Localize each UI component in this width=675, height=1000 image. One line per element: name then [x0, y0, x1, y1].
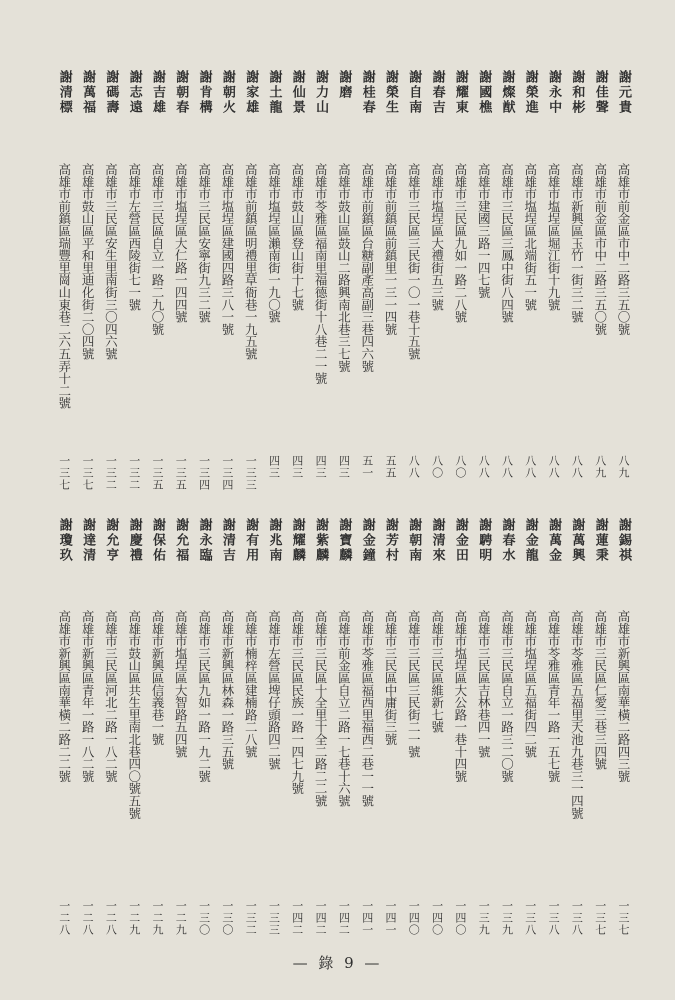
entry-address: 高雄市前鎮區瑞豐里崗山東巷二六五弄十二號 [56, 163, 72, 410]
entry-address: 高雄市楠梓區建楠路二八號 [243, 610, 259, 758]
entry-name: 謝永中 [546, 70, 562, 115]
entry-address: 高雄市三民區三鳳中街八四號 [499, 163, 515, 323]
entry-page-ref: 一四〇 [430, 900, 444, 936]
entry-name: 謝春水 [499, 518, 515, 563]
entry-name: 謝瓊玖 [56, 518, 72, 563]
entry-name: 謝金鐘 [359, 518, 375, 563]
entry-name: 謝榮進 [522, 70, 538, 115]
entry-address: 高雄市三民區河北二路一八二號 [103, 610, 119, 783]
entry-name: 謝清標 [56, 70, 72, 115]
entry-address: 高雄市前金區市中二路三五〇號 [592, 163, 608, 336]
entry-page-ref: 四三 [290, 455, 304, 479]
entry-name: 謝自南 [406, 70, 422, 115]
entry-page-ref: 八八 [477, 455, 491, 479]
entry-address: 高雄市苓雅區福西里福西二巷一一號 [359, 610, 375, 807]
entry-name: 謝吉雄 [150, 70, 165, 115]
entry-address: 高雄市三民區三民街一〇一巷十五號 [406, 163, 422, 360]
entry-name: 謝仙景 [289, 70, 305, 115]
entry-name: 謝肯構 [196, 70, 212, 115]
entry-address: 高雄市新興區青年一路一八二號 [80, 610, 96, 783]
entry-address: 高雄市左營區西陵街七一號 [126, 163, 142, 311]
entry-page-ref: 一三八 [523, 900, 537, 936]
entry-name: 謝朝春 [173, 70, 189, 115]
entry-address: 高雄市苓雅區福南里福德街十八巷二一號 [313, 163, 329, 385]
entry-name: 謝春吉 [429, 70, 445, 115]
entry-name: 謝蓮秉 [592, 518, 608, 563]
entry-name: 謝永臨 [196, 518, 212, 563]
entry-page-ref: 一三四 [197, 455, 211, 491]
entry-address: 高雄市新興區南華橫二路二二號 [56, 610, 72, 783]
entry-address: 高雄市塩埕區北端街五一號 [522, 163, 538, 311]
entry-address: 高雄市三民區維新七號 [429, 610, 445, 734]
entry-address: 高雄市三民區中庸街三號 [383, 610, 398, 746]
entry-page-ref: 八八 [570, 455, 584, 479]
entry-name: 謝榮生 [383, 70, 398, 115]
entry-address: 高雄市前金區自立二路一七巷十六號 [336, 610, 352, 807]
entry-name: 謝耀麟 [289, 518, 305, 563]
entry-page-ref: 一三〇 [197, 900, 211, 936]
entry-name: 謝力山 [313, 70, 329, 115]
entry-name: 謝磨 [336, 70, 352, 100]
entry-address: 高雄市三民區仁愛三巷三四號 [592, 610, 608, 770]
entry-page-ref: 八八 [547, 455, 561, 479]
entry-page-ref: 一三四 [220, 455, 234, 491]
entry-address: 高雄市鼓山區登山街十七號 [289, 163, 305, 311]
entry-address: 高雄市塩埕區大公路一巷十四號 [452, 610, 468, 783]
entry-name: 謝國樵 [476, 70, 492, 115]
entry-name: 謝萬金 [546, 518, 562, 563]
entry-page-ref: 一四二 [290, 900, 304, 936]
entry-page-ref: 一三五 [174, 455, 188, 491]
entry-page-ref: 一三二 [127, 455, 141, 491]
entry-page-ref: 四三 [337, 455, 351, 479]
entry-page-ref: 一二八 [57, 900, 71, 936]
entry-name: 謝慶禮 [126, 518, 142, 563]
entry-address: 高雄市新興區南華橫二路四三號 [616, 610, 631, 783]
entry-address: 高雄市塩埕區五福街四二號 [522, 610, 538, 758]
entry-address: 高雄市新興區林森一路三五號 [219, 610, 235, 770]
entry-name: 謝碼壽 [103, 70, 119, 115]
entry-name: 謝桂春 [359, 70, 375, 115]
entry-name: 謝達清 [80, 518, 96, 563]
entry-name: 謝騁明 [476, 518, 492, 563]
entry-name: 謝朝火 [219, 70, 235, 115]
entry-page-ref: 一四一 [360, 900, 374, 936]
entry-address: 高雄市塩埕區堀江街十九號 [546, 163, 562, 311]
entry-name: 謝允亨 [103, 518, 119, 563]
entry-name: 謝萬興 [569, 518, 585, 563]
entry-address: 高雄市三民區民族一路一四七九號 [289, 610, 305, 795]
entry-name: 謝有用 [243, 518, 259, 563]
entry-page-ref: 一三九 [477, 900, 491, 936]
entry-name: 謝元貴 [616, 70, 631, 115]
entry-address: 高雄市塩埕區大智路五四號 [173, 610, 189, 758]
entry-name: 謝志遠 [126, 70, 142, 115]
entry-page-ref: 四三 [267, 455, 281, 479]
entry-name: 謝寶麟 [336, 518, 352, 563]
entry-address: 高雄市三民區自立一路二九〇號 [150, 163, 165, 336]
entry-name: 謝保佑 [150, 518, 165, 563]
entry-address: 高雄市新興區信義巷一號 [150, 610, 165, 746]
entry-page-ref: 一二九 [151, 900, 164, 936]
page-number-footer: — 錄 9 — [292, 954, 383, 972]
entry-address: 高雄市鼓山區鼓山二路興南北巷三七號 [336, 163, 352, 373]
entry-page-ref: 一三七 [57, 455, 71, 491]
entry-page-ref: 八八 [407, 455, 421, 479]
entry-name: 謝芳村 [383, 518, 398, 563]
entry-page-ref: 一三八 [547, 900, 561, 936]
entry-page-ref: 一二八 [104, 900, 118, 936]
entry-address: 高雄市塩埕區大仁路一四四號 [173, 163, 189, 323]
entry-page-ref: 八九 [593, 455, 607, 479]
entry-name: 謝和彬 [569, 70, 585, 115]
entry-address: 高雄市鼓山區共生里南北巷四〇號五號 [126, 610, 142, 820]
entry-page-ref: 一四二 [314, 900, 328, 936]
entry-page-ref: 八八 [523, 455, 537, 479]
entry-page-ref: 一三七 [81, 455, 95, 491]
entry-page-ref: 八八 [500, 455, 514, 479]
entry-page-ref: 一三七 [617, 900, 630, 936]
entry-page-ref: 一四一 [384, 900, 397, 936]
entry-address: 高雄市苓雅區五福里天池九巷三一四號 [569, 610, 585, 820]
entry-page-ref: 一二九 [174, 900, 188, 936]
entry-address: 高雄市建國三路一四七號 [476, 163, 492, 299]
entry-page-ref: 一四二 [337, 900, 351, 936]
entry-page-ref: 一三七 [593, 900, 607, 936]
entry-page-ref: 一四〇 [407, 900, 421, 936]
entry-page-ref: 八〇 [453, 455, 467, 479]
entry-address: 高雄市三民區九如一路一九二號 [196, 610, 212, 783]
entry-name: 謝佳聲 [592, 70, 608, 115]
entry-name: 謝允福 [173, 518, 189, 563]
entry-name: 謝金龍 [522, 518, 538, 563]
entry-address: 高雄市三民區安生里南街三〇四六號 [103, 163, 119, 360]
entry-page-ref: 一三三 [244, 455, 258, 491]
entry-address: 高雄市前金區市中二路三五〇號 [616, 163, 631, 336]
entry-name: 謝兆南 [266, 518, 282, 563]
entry-page-ref: 一二八 [81, 900, 95, 936]
entry-address: 高雄市塩埕區大禮街五三號 [429, 163, 445, 311]
entry-address: 高雄市三民區吉林巷四一號 [476, 610, 492, 758]
entry-page-ref: 一二九 [127, 900, 141, 936]
entry-name: 謝土龍 [266, 70, 282, 115]
entry-page-ref: 一三二 [244, 900, 258, 936]
entry-address: 高雄市三民區自立一路三二〇號 [499, 610, 515, 783]
entry-name: 謝朝南 [406, 518, 422, 563]
entry-address: 高雄市前鎮區台糖副產高副三巷四六號 [359, 163, 375, 373]
entry-address: 高雄市新興區玉竹一街三二號 [569, 163, 585, 323]
entry-page-ref: 一三三 [267, 900, 281, 936]
entry-page-ref: 五五 [384, 455, 397, 479]
entry-name: 謝金田 [452, 518, 468, 563]
entry-address: 高雄市苓雅區青年一路一五七號 [546, 610, 562, 783]
entry-page-ref: 八九 [617, 455, 630, 479]
entry-page-ref: 一三二 [104, 455, 118, 491]
entry-name: 謝清來 [429, 518, 445, 563]
entry-page-ref: 一三八 [570, 900, 584, 936]
entry-address: 高雄市三民區三民街二一號 [406, 610, 422, 758]
entry-address: 高雄市前鎮區明禮里草衙巷一九五號 [243, 163, 259, 360]
entry-address: 高雄市三民區安寧街九三二號 [196, 163, 212, 323]
entry-address: 高雄市三民區九如一路二八號 [452, 163, 468, 323]
entry-address: 高雄市左營區埤仔頭路四二號 [266, 610, 282, 770]
entry-page-ref: 一四〇 [453, 900, 467, 936]
entry-page-ref: 四三 [314, 455, 328, 479]
entry-address: 高雄市塩埕區瀨南街一九〇號 [266, 163, 282, 323]
entry-address: 高雄市塩埕區建國四路三八一號 [219, 163, 235, 336]
entry-address: 高雄市三民區十全里十全二路二二號 [313, 610, 329, 807]
entry-name: 謝萬福 [80, 70, 96, 115]
entry-page-ref: 一三五 [151, 455, 164, 491]
entry-page-ref: 五一 [360, 455, 374, 479]
entry-page-ref: 一三九 [500, 900, 514, 936]
entry-name: 謝家雄 [243, 70, 259, 115]
entry-name: 謝錫祺 [616, 518, 631, 563]
entry-page-ref: 一三〇 [220, 900, 234, 936]
entry-name: 謝清吉 [219, 518, 235, 563]
entry-name: 謝耀東 [452, 70, 468, 115]
entry-name: 謝燦猷 [499, 70, 515, 115]
entry-address: 高雄市前鎮區前鎮里一三一四號 [383, 163, 398, 336]
entry-page-ref: 八〇 [430, 455, 444, 479]
entry-name: 謝紫麟 [313, 518, 329, 563]
entry-address: 高雄市鼓山區平和里迪化街二〇四號 [80, 163, 96, 360]
